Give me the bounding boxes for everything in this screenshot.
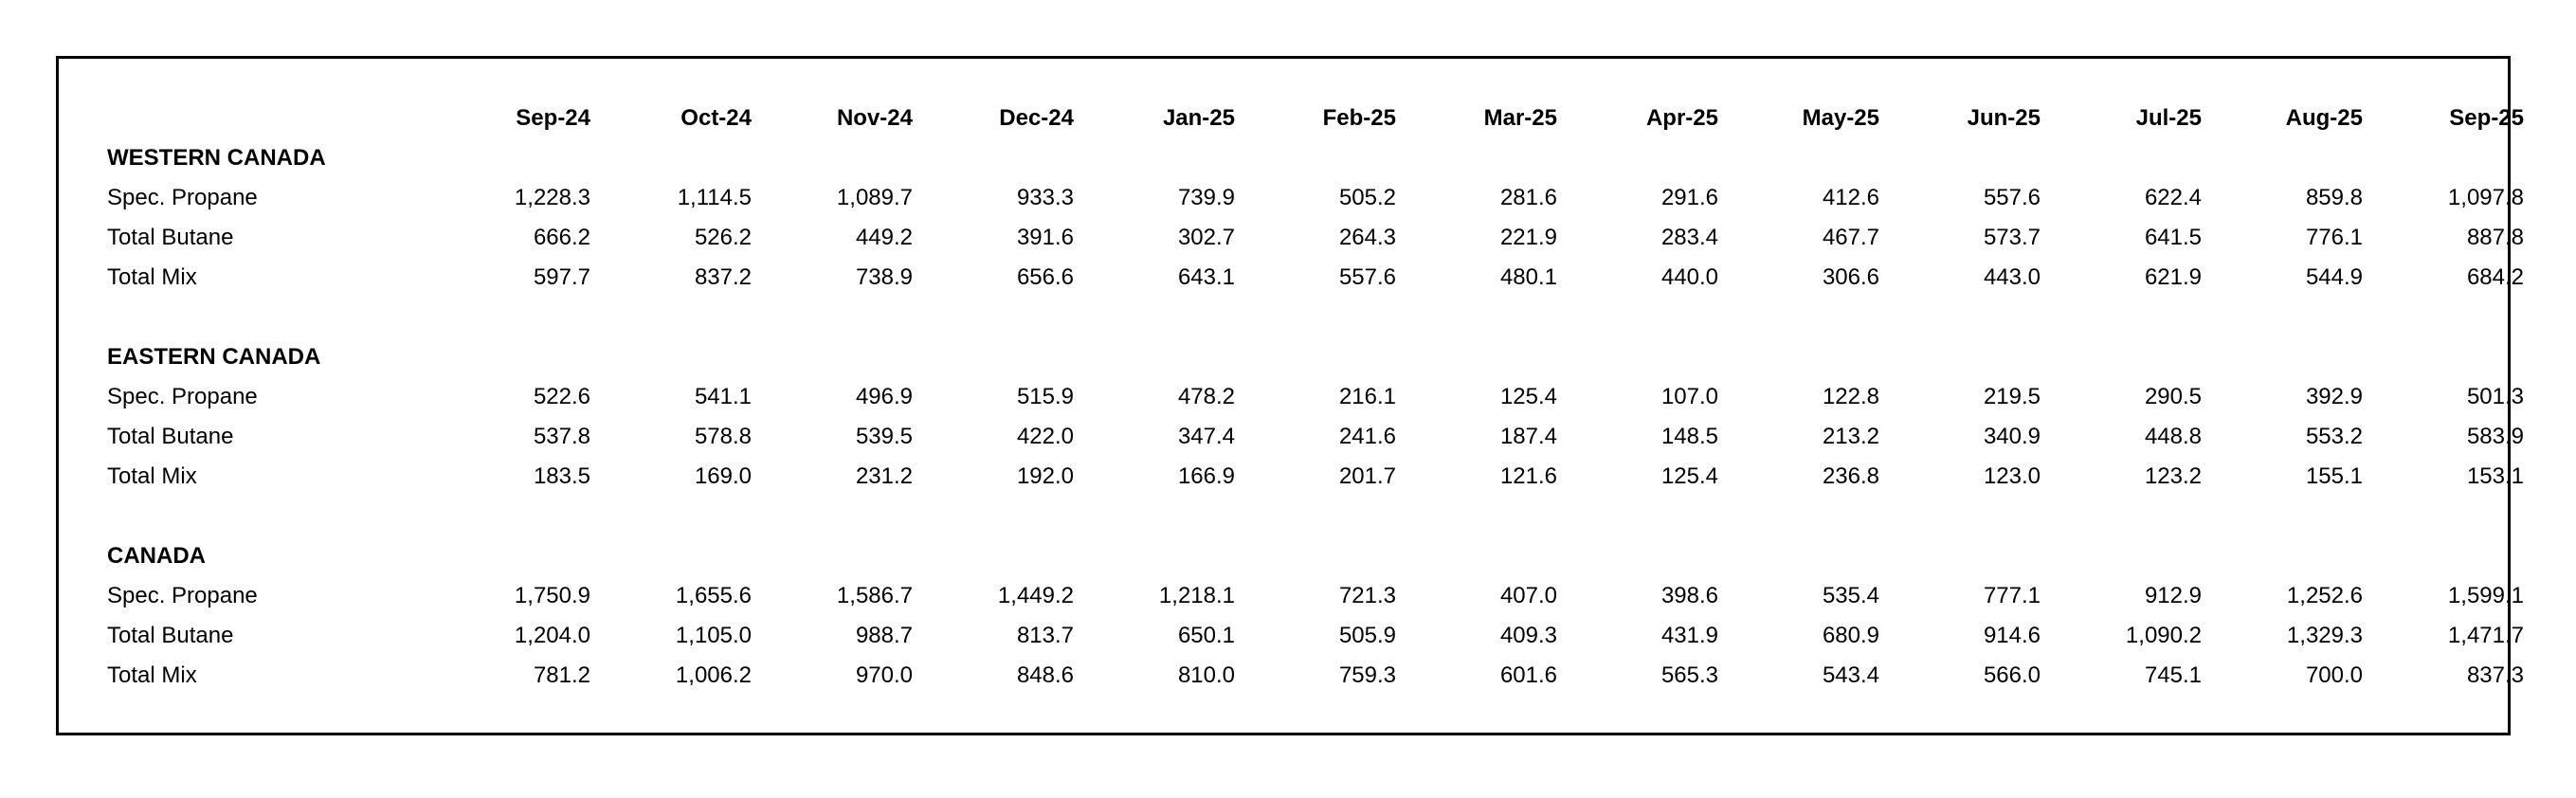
value-cell: 583.9 (2466, 424, 2524, 449)
row-label: Total Mix (107, 264, 197, 290)
value-cell: 553.2 (2305, 424, 2363, 449)
value-cell: 759.3 (1338, 662, 1396, 688)
section-title: EASTERN CANADA (107, 344, 321, 370)
value-cell: 859.8 (2305, 185, 2363, 210)
month-header-apr-25: Apr-25 (1645, 105, 1718, 131)
table-row (107, 576, 2524, 616)
value-cell: 448.8 (2144, 424, 2202, 449)
row-label: Spec. Propane (107, 583, 258, 608)
value-cell: 505.9 (1338, 623, 1396, 648)
section-spacer (107, 497, 2524, 536)
value-cell: 153.1 (2466, 463, 2524, 489)
value-cell: 231.2 (855, 463, 913, 489)
value-cell: 440.0 (1660, 264, 1718, 290)
value-cell: 781.2 (533, 662, 590, 688)
value-cell: 121.6 (1499, 463, 1557, 489)
value-cell: 970.0 (855, 662, 913, 688)
value-cell: 201.7 (1338, 463, 1396, 489)
value-cell: 666.2 (533, 225, 590, 250)
value-cell: 557.6 (1983, 185, 2041, 210)
value-cell: 745.1 (2144, 662, 2202, 688)
month-header-feb-25: Feb-25 (1322, 105, 1396, 131)
value-cell: 650.1 (1177, 623, 1235, 648)
value-cell: 557.6 (1338, 264, 1396, 290)
section-spacer (107, 298, 2524, 337)
value-cell: 264.3 (1338, 225, 1396, 250)
value-cell: 597.7 (533, 264, 590, 290)
value-cell: 684.2 (2466, 264, 2524, 290)
value-cell: 988.7 (855, 623, 913, 648)
value-cell: 1,218.1 (1158, 583, 1235, 608)
value-cell: 848.6 (1016, 662, 1074, 688)
value-cell: 700.0 (2305, 662, 2363, 688)
value-cell: 1,097.8 (2447, 185, 2524, 210)
value-cell: 1,586.7 (836, 583, 913, 608)
value-cell: 1,329.3 (2286, 623, 2363, 648)
value-cell: 283.4 (1660, 225, 1718, 250)
section-header-row (107, 138, 2524, 178)
value-cell: 155.1 (2305, 463, 2363, 489)
value-cell: 1,090.2 (2125, 623, 2202, 648)
value-cell: 219.5 (1983, 384, 2041, 409)
section-title: WESTERN CANADA (107, 145, 326, 171)
table-row (107, 656, 2524, 696)
value-cell: 1,655.6 (675, 583, 752, 608)
month-header-sep-24: Sep-24 (516, 105, 590, 131)
value-cell: 183.5 (533, 463, 590, 489)
table-row (107, 616, 2524, 656)
value-cell: 422.0 (1016, 424, 1074, 449)
value-cell: 302.7 (1177, 225, 1235, 250)
value-cell: 837.2 (694, 264, 752, 290)
value-cell: 813.7 (1016, 623, 1074, 648)
value-cell: 933.3 (1016, 185, 1074, 210)
value-cell: 478.2 (1177, 384, 1235, 409)
value-cell: 107.0 (1660, 384, 1718, 409)
value-cell: 340.9 (1983, 424, 2041, 449)
value-cell: 641.5 (2144, 225, 2202, 250)
value-cell: 123.2 (2144, 463, 2202, 489)
value-cell: 1,114.5 (677, 185, 752, 210)
row-label: Total Mix (107, 463, 197, 489)
section-header-row (107, 536, 2524, 576)
row-label: Total Mix (107, 662, 197, 688)
table-row (107, 218, 2524, 258)
value-cell: 578.8 (694, 424, 752, 449)
value-cell: 1,089.7 (836, 185, 913, 210)
value-cell: 213.2 (1822, 424, 1879, 449)
month-header-sep-25: Sep-25 (2449, 105, 2524, 131)
value-cell: 123.0 (1983, 463, 2041, 489)
table-row (107, 178, 2524, 218)
value-cell: 537.8 (533, 424, 590, 449)
value-cell: 505.2 (1338, 185, 1396, 210)
value-cell: 837.3 (2466, 662, 2524, 688)
value-cell: 221.9 (1499, 225, 1557, 250)
value-cell: 290.5 (2144, 384, 2202, 409)
value-cell: 914.6 (1983, 623, 2041, 648)
row-label: Spec. Propane (107, 384, 258, 409)
month-header-oct-24: Oct-24 (680, 105, 752, 131)
spacer-cell (107, 298, 2524, 337)
value-cell: 526.2 (694, 225, 752, 250)
value-cell: 1,471.7 (2447, 623, 2524, 648)
value-cell: 1,750.9 (514, 583, 590, 608)
value-cell: 1,105.0 (675, 623, 752, 648)
month-header-aug-25: Aug-25 (2285, 105, 2363, 131)
month-header-may-25: May-25 (1802, 105, 1879, 131)
value-cell: 721.3 (1338, 583, 1396, 608)
value-cell: 392.9 (2305, 384, 2363, 409)
value-cell: 431.9 (1660, 623, 1718, 648)
value-cell: 467.7 (1822, 225, 1879, 250)
value-cell: 241.6 (1338, 424, 1396, 449)
value-cell: 622.4 (2144, 185, 2202, 210)
value-cell: 643.1 (1177, 264, 1235, 290)
table-body (107, 138, 2524, 696)
value-cell: 544.9 (2305, 264, 2363, 290)
value-cell: 1,006.2 (675, 662, 752, 688)
value-cell: 412.6 (1822, 185, 1879, 210)
value-cell: 566.0 (1983, 662, 2041, 688)
value-cell: 281.6 (1499, 185, 1557, 210)
value-cell: 565.3 (1660, 662, 1718, 688)
value-cell: 601.6 (1499, 662, 1557, 688)
table-row (107, 457, 2524, 497)
table-row (107, 377, 2524, 417)
value-cell: 1,252.6 (2286, 583, 2363, 608)
month-header-mar-25: Mar-25 (1483, 105, 1557, 131)
value-cell: 125.4 (1499, 384, 1557, 409)
row-label: Spec. Propane (107, 185, 258, 210)
value-cell: 1,228.3 (514, 185, 590, 210)
value-cell: 407.0 (1499, 583, 1557, 608)
value-cell: 169.0 (694, 463, 752, 489)
value-cell: 887.8 (2466, 225, 2524, 250)
value-cell: 912.9 (2144, 583, 2202, 608)
header-row (107, 99, 2524, 138)
month-header-nov-24: Nov-24 (836, 105, 913, 131)
value-cell: 148.5 (1660, 424, 1718, 449)
row-label: Total Butane (107, 424, 234, 449)
value-cell: 522.6 (533, 384, 590, 409)
value-cell: 776.1 (2305, 225, 2363, 250)
value-cell: 573.7 (1983, 225, 2041, 250)
value-cell: 680.9 (1822, 623, 1879, 648)
row-label: Total Butane (107, 623, 234, 648)
value-cell: 496.9 (855, 384, 913, 409)
value-cell: 621.9 (2144, 264, 2202, 290)
value-cell: 391.6 (1016, 225, 1074, 250)
table-row (107, 258, 2524, 298)
value-cell: 187.4 (1499, 424, 1557, 449)
value-cell: 1,449.2 (997, 583, 1074, 608)
month-header-jun-25: Jun-25 (1967, 105, 2041, 131)
value-cell: 125.4 (1660, 463, 1718, 489)
header-label-cell (107, 99, 429, 138)
month-header-jul-25: Jul-25 (2135, 105, 2202, 131)
section-title: CANADA (107, 543, 206, 569)
row-label: Total Butane (107, 225, 234, 250)
month-header-dec-24: Dec-24 (999, 105, 1074, 131)
value-cell: 122.8 (1822, 384, 1879, 409)
section-header-row (107, 337, 2524, 377)
value-cell: 541.1 (694, 384, 752, 409)
value-cell: 443.0 (1983, 264, 2041, 290)
table-header (107, 99, 2524, 138)
table-row (107, 417, 2524, 457)
month-header-jan-25: Jan-25 (1162, 105, 1235, 131)
value-cell: 166.9 (1177, 463, 1235, 489)
value-cell: 777.1 (1983, 583, 2041, 608)
value-cell: 449.2 (855, 225, 913, 250)
value-cell: 347.4 (1177, 424, 1235, 449)
value-cell: 192.0 (1016, 463, 1074, 489)
value-cell: 656.6 (1016, 264, 1074, 290)
value-cell: 515.9 (1016, 384, 1074, 409)
inventory-table (107, 99, 2524, 696)
value-cell: 306.6 (1822, 264, 1879, 290)
value-cell: 738.9 (855, 264, 913, 290)
value-cell: 1,204.0 (514, 623, 590, 648)
value-cell: 291.6 (1660, 185, 1718, 210)
spacer-cell (107, 497, 2524, 536)
value-cell: 539.5 (855, 424, 913, 449)
value-cell: 216.1 (1338, 384, 1396, 409)
value-cell: 409.3 (1499, 623, 1557, 648)
value-cell: 1,599.1 (2447, 583, 2524, 608)
value-cell: 810.0 (1177, 662, 1235, 688)
value-cell: 739.9 (1177, 185, 1235, 210)
value-cell: 480.1 (1499, 264, 1557, 290)
value-cell: 501.3 (2466, 384, 2524, 409)
value-cell: 398.6 (1660, 583, 1718, 608)
value-cell: 535.4 (1822, 583, 1879, 608)
value-cell: 236.8 (1822, 463, 1879, 489)
value-cell: 543.4 (1822, 662, 1879, 688)
